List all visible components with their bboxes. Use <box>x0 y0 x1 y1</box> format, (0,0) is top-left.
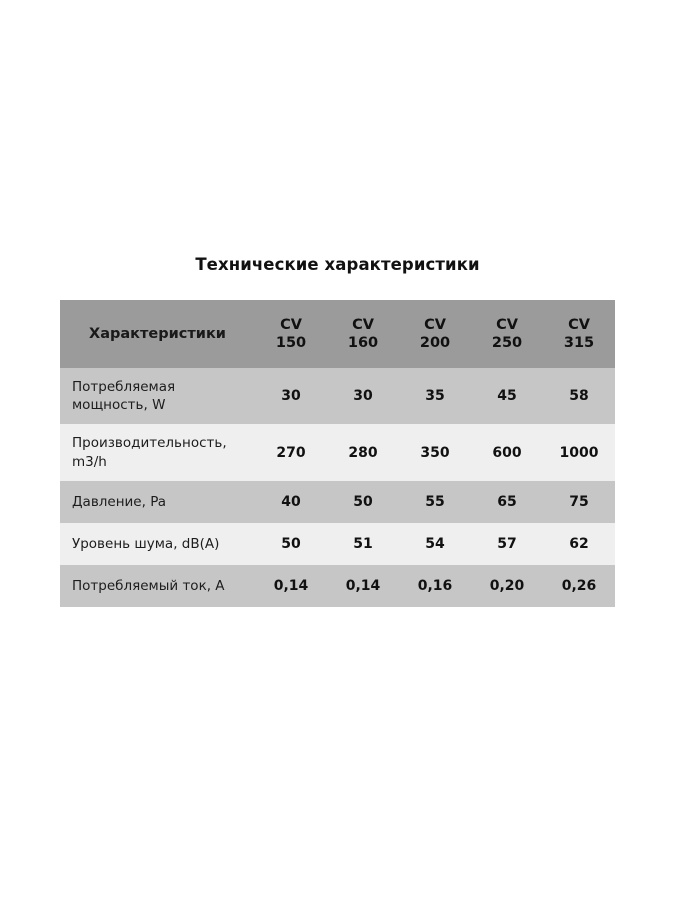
cell-value: 45 <box>497 388 517 405</box>
cell-value: 62 <box>569 535 589 552</box>
cell-value: 280 <box>348 444 378 461</box>
table-row <box>60 481 615 523</box>
cell-value: 50 <box>353 493 373 510</box>
column-header-characteristics: Характеристики <box>89 326 226 342</box>
table-row <box>60 565 615 607</box>
cell-value: 1000 <box>559 444 599 461</box>
model-brand: CV <box>496 316 518 333</box>
table-row <box>60 424 615 480</box>
model-brand: CV <box>568 316 590 333</box>
table-row <box>60 523 615 565</box>
row-label-power: Потребляемая мощность, W <box>72 379 176 414</box>
model-size: 250 <box>491 335 523 351</box>
cell-value: 35 <box>425 388 445 405</box>
cell-value: 0,14 <box>273 577 309 594</box>
cell-value: 30 <box>353 388 373 405</box>
row-label-current: Потребляемый ток, A <box>72 577 225 594</box>
cell-value: 50 <box>281 535 301 552</box>
cell-value: 40 <box>281 493 301 510</box>
page-title: Технические характеристики <box>195 255 480 274</box>
cell-value: 58 <box>569 388 589 405</box>
model-brand: CV <box>424 316 446 333</box>
column-header-model-3 <box>399 300 471 368</box>
model-brand: CV <box>280 316 302 333</box>
table-row <box>60 368 615 424</box>
cell-value: 75 <box>569 493 589 510</box>
table-header-row <box>60 300 615 368</box>
row-label-airflow: Производительность, m3/h <box>72 435 227 470</box>
column-header-model-4 <box>471 300 543 368</box>
cell-value: 0,14 <box>345 577 381 594</box>
model-brand: CV <box>352 316 374 333</box>
spec-table-container <box>60 300 615 607</box>
specifications-table <box>60 300 615 607</box>
cell-value: 30 <box>281 388 301 405</box>
model-size: 200 <box>419 335 451 351</box>
cell-value: 0,20 <box>489 577 525 594</box>
cell-value: 55 <box>425 493 445 510</box>
cell-value: 51 <box>353 535 373 552</box>
cell-value: 270 <box>276 444 306 461</box>
model-size: 160 <box>347 335 379 351</box>
column-header-model-5 <box>543 300 615 368</box>
cell-value: 57 <box>497 535 517 552</box>
cell-value: 54 <box>425 535 445 552</box>
cell-value: 0,16 <box>417 577 453 594</box>
cell-value: 600 <box>492 444 522 461</box>
column-header-model-1 <box>255 300 327 368</box>
row-label-pressure: Давление, Pa <box>72 493 167 510</box>
model-size: 315 <box>563 335 595 351</box>
row-label-noise: Уровень шума, dB(A) <box>72 535 220 552</box>
cell-value: 350 <box>420 444 450 461</box>
cell-value: 65 <box>497 493 517 510</box>
column-header-model-2 <box>327 300 399 368</box>
model-size: 150 <box>275 335 307 351</box>
cell-value: 0,26 <box>561 577 597 594</box>
